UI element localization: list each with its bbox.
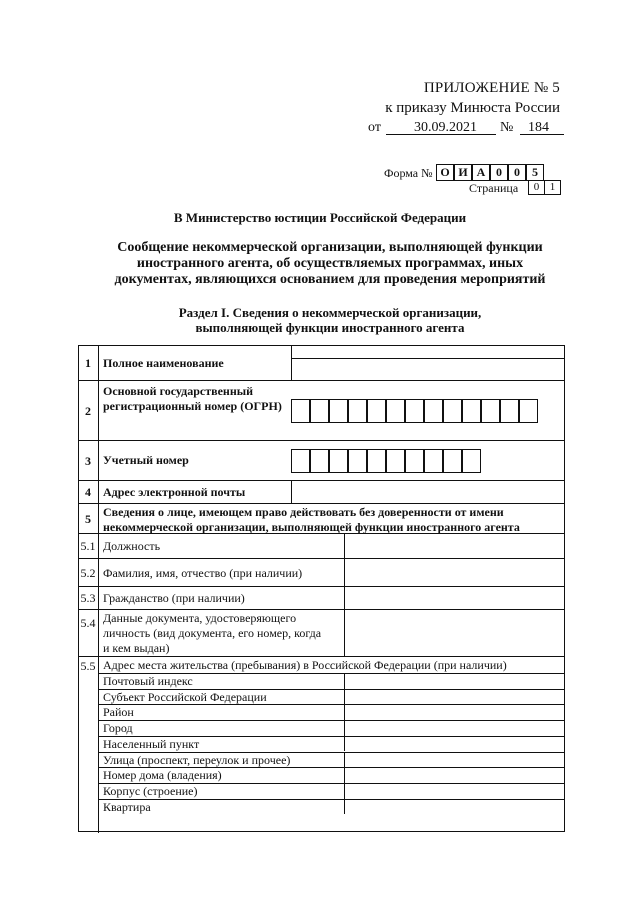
ogrn-digit-box[interactable] [329, 399, 348, 423]
form-code-char: 0 [508, 164, 526, 181]
row-number: 1 [78, 346, 99, 381]
form-code-char: 5 [526, 164, 544, 181]
address-field-label: Квартира [103, 799, 151, 814]
citizenship-field[interactable] [344, 587, 345, 610]
row-number: 2 [78, 381, 99, 441]
address-row-divider [98, 720, 565, 721]
page-label: Страница [469, 181, 519, 195]
account-digit-box[interactable] [291, 449, 310, 473]
ogrn-digit-box[interactable] [443, 399, 462, 423]
table-row [78, 656, 565, 833]
row-label: Должность [103, 539, 161, 553]
account-digit-box[interactable] [405, 449, 424, 473]
account-digit-box[interactable] [424, 449, 443, 473]
ogrn-digit-box[interactable] [519, 399, 538, 423]
account-digit-box[interactable] [443, 449, 462, 473]
address-field-input[interactable] [344, 799, 345, 815]
full-name-field[interactable] [344, 559, 345, 587]
form-code-char: А [472, 164, 490, 181]
address-row-divider [98, 799, 565, 800]
ogrn-digit-box[interactable] [462, 399, 481, 423]
row-label: Фамилия, имя, отчество (при наличии) [103, 566, 303, 580]
address-field-input[interactable] [344, 767, 345, 783]
row-label: Адрес электронной почты [103, 485, 246, 499]
page-digit: 1 [544, 180, 561, 195]
address-field-label: Субъект Российской Федерации [103, 689, 267, 704]
address-field-label: Город [103, 721, 133, 736]
form-code-char: И [454, 164, 472, 181]
row-number: 5 [78, 504, 99, 534]
ogrn-digit-box[interactable] [348, 399, 367, 423]
ogrn-digit-box[interactable] [481, 399, 500, 423]
row-number: 5.4 [78, 610, 99, 657]
row-number: 5.2 [78, 559, 99, 587]
table-row [78, 558, 565, 587]
appendix-title: ПРИЛОЖЕНИЕ № 5 [423, 80, 560, 96]
from-label: от [368, 120, 381, 135]
ogrn-digit-box[interactable] [386, 399, 405, 423]
ogrn-digit-box[interactable] [405, 399, 424, 423]
order-number: 184 [528, 120, 549, 135]
table-row [78, 533, 565, 559]
address-field-label: Район [103, 705, 134, 720]
row-label: Гражданство (при наличии) [103, 591, 245, 605]
address-field-input[interactable] [344, 689, 345, 705]
email-field[interactable] [291, 481, 292, 504]
row-number: 3 [78, 441, 99, 481]
no-label: № [500, 120, 514, 135]
table-row [78, 480, 565, 504]
form-code-label: Форма № [384, 166, 433, 180]
table-row [78, 503, 565, 534]
account-digit-box[interactable] [310, 449, 329, 473]
account-digit-box[interactable] [386, 449, 405, 473]
address-field-input[interactable] [344, 704, 345, 720]
ogrn-digit-box[interactable] [310, 399, 329, 423]
ogrn-digit-box[interactable] [291, 399, 310, 423]
row-number: 5.5 [78, 657, 99, 833]
address-field-label: Почтовый индекс [103, 674, 193, 688]
page-digit: 0 [528, 180, 545, 195]
cell-divider [291, 346, 292, 381]
table-row [78, 345, 565, 381]
row-number: 5.3 [78, 587, 99, 610]
order-date: 30.09.2021 [414, 120, 477, 135]
name-line[interactable] [291, 358, 565, 359]
row-label: Данные документа, удостоверяющего личность (вид документа, его номер, когда и кем выдан) [103, 611, 322, 655]
address-field-label: Улица (проспект, переулок и прочее) [103, 752, 291, 767]
address-field-input[interactable] [344, 752, 345, 768]
ogrn-digit-box[interactable] [500, 399, 519, 423]
row-label: Адрес места жительства (пребывания) в Российской Федерации (при наличии) [103, 658, 507, 672]
table-row [78, 609, 565, 657]
ogrn-digit-box[interactable] [424, 399, 443, 423]
row-number: 5.1 [78, 534, 99, 559]
address-field-input[interactable] [344, 673, 345, 689]
row-label: Сведения о лице, имеющем право действовать без доверенности от имени некоммерческой организации, выполняющей функции иностранного агента [103, 505, 520, 534]
id-document-field[interactable] [344, 610, 345, 657]
section-title: Раздел I. Сведения о некоммерческой организации, выполняющей функции иностранного агента [178, 305, 482, 335]
account-digit-box[interactable] [348, 449, 367, 473]
account-digit-box[interactable] [462, 449, 481, 473]
form-code-char: О [436, 164, 454, 181]
address-field-label: Корпус (строение) [103, 783, 198, 798]
row-number: 4 [78, 481, 99, 504]
appendix-order: к приказу Минюста России [385, 100, 560, 116]
table-row [78, 440, 565, 481]
table-row [78, 380, 565, 441]
document-title: Сообщение некоммерческой организации, выполняющей функции иностранного агента, об осуществляемых программах, иных документах, являющихся основанием для проведения мероприятий [114, 240, 546, 287]
row-label: Полное наименование [103, 356, 224, 370]
account-digit-box[interactable] [367, 449, 386, 473]
address-field-input[interactable] [344, 736, 345, 752]
row-label: Учетный номер [103, 453, 189, 467]
position-field[interactable] [344, 534, 345, 559]
ogrn-digit-box[interactable] [367, 399, 386, 423]
address-field-label: Населенный пункт [103, 736, 200, 751]
address-field-input[interactable] [344, 783, 345, 799]
account-digit-box[interactable] [329, 449, 348, 473]
address-field-label: Номер дома (владения) [103, 768, 222, 783]
table-row [78, 586, 565, 610]
address-field-input[interactable] [344, 720, 345, 736]
appendix-header [330, 78, 560, 140]
ministry-addressee: В Министерство юстиции Российской Федерации [173, 210, 467, 225]
form-code-char: 0 [490, 164, 508, 181]
row-label: Основной государственный регистрационный номер (ОГРН) [103, 384, 282, 413]
order-line [330, 118, 560, 140]
address-row-divider [98, 704, 565, 705]
